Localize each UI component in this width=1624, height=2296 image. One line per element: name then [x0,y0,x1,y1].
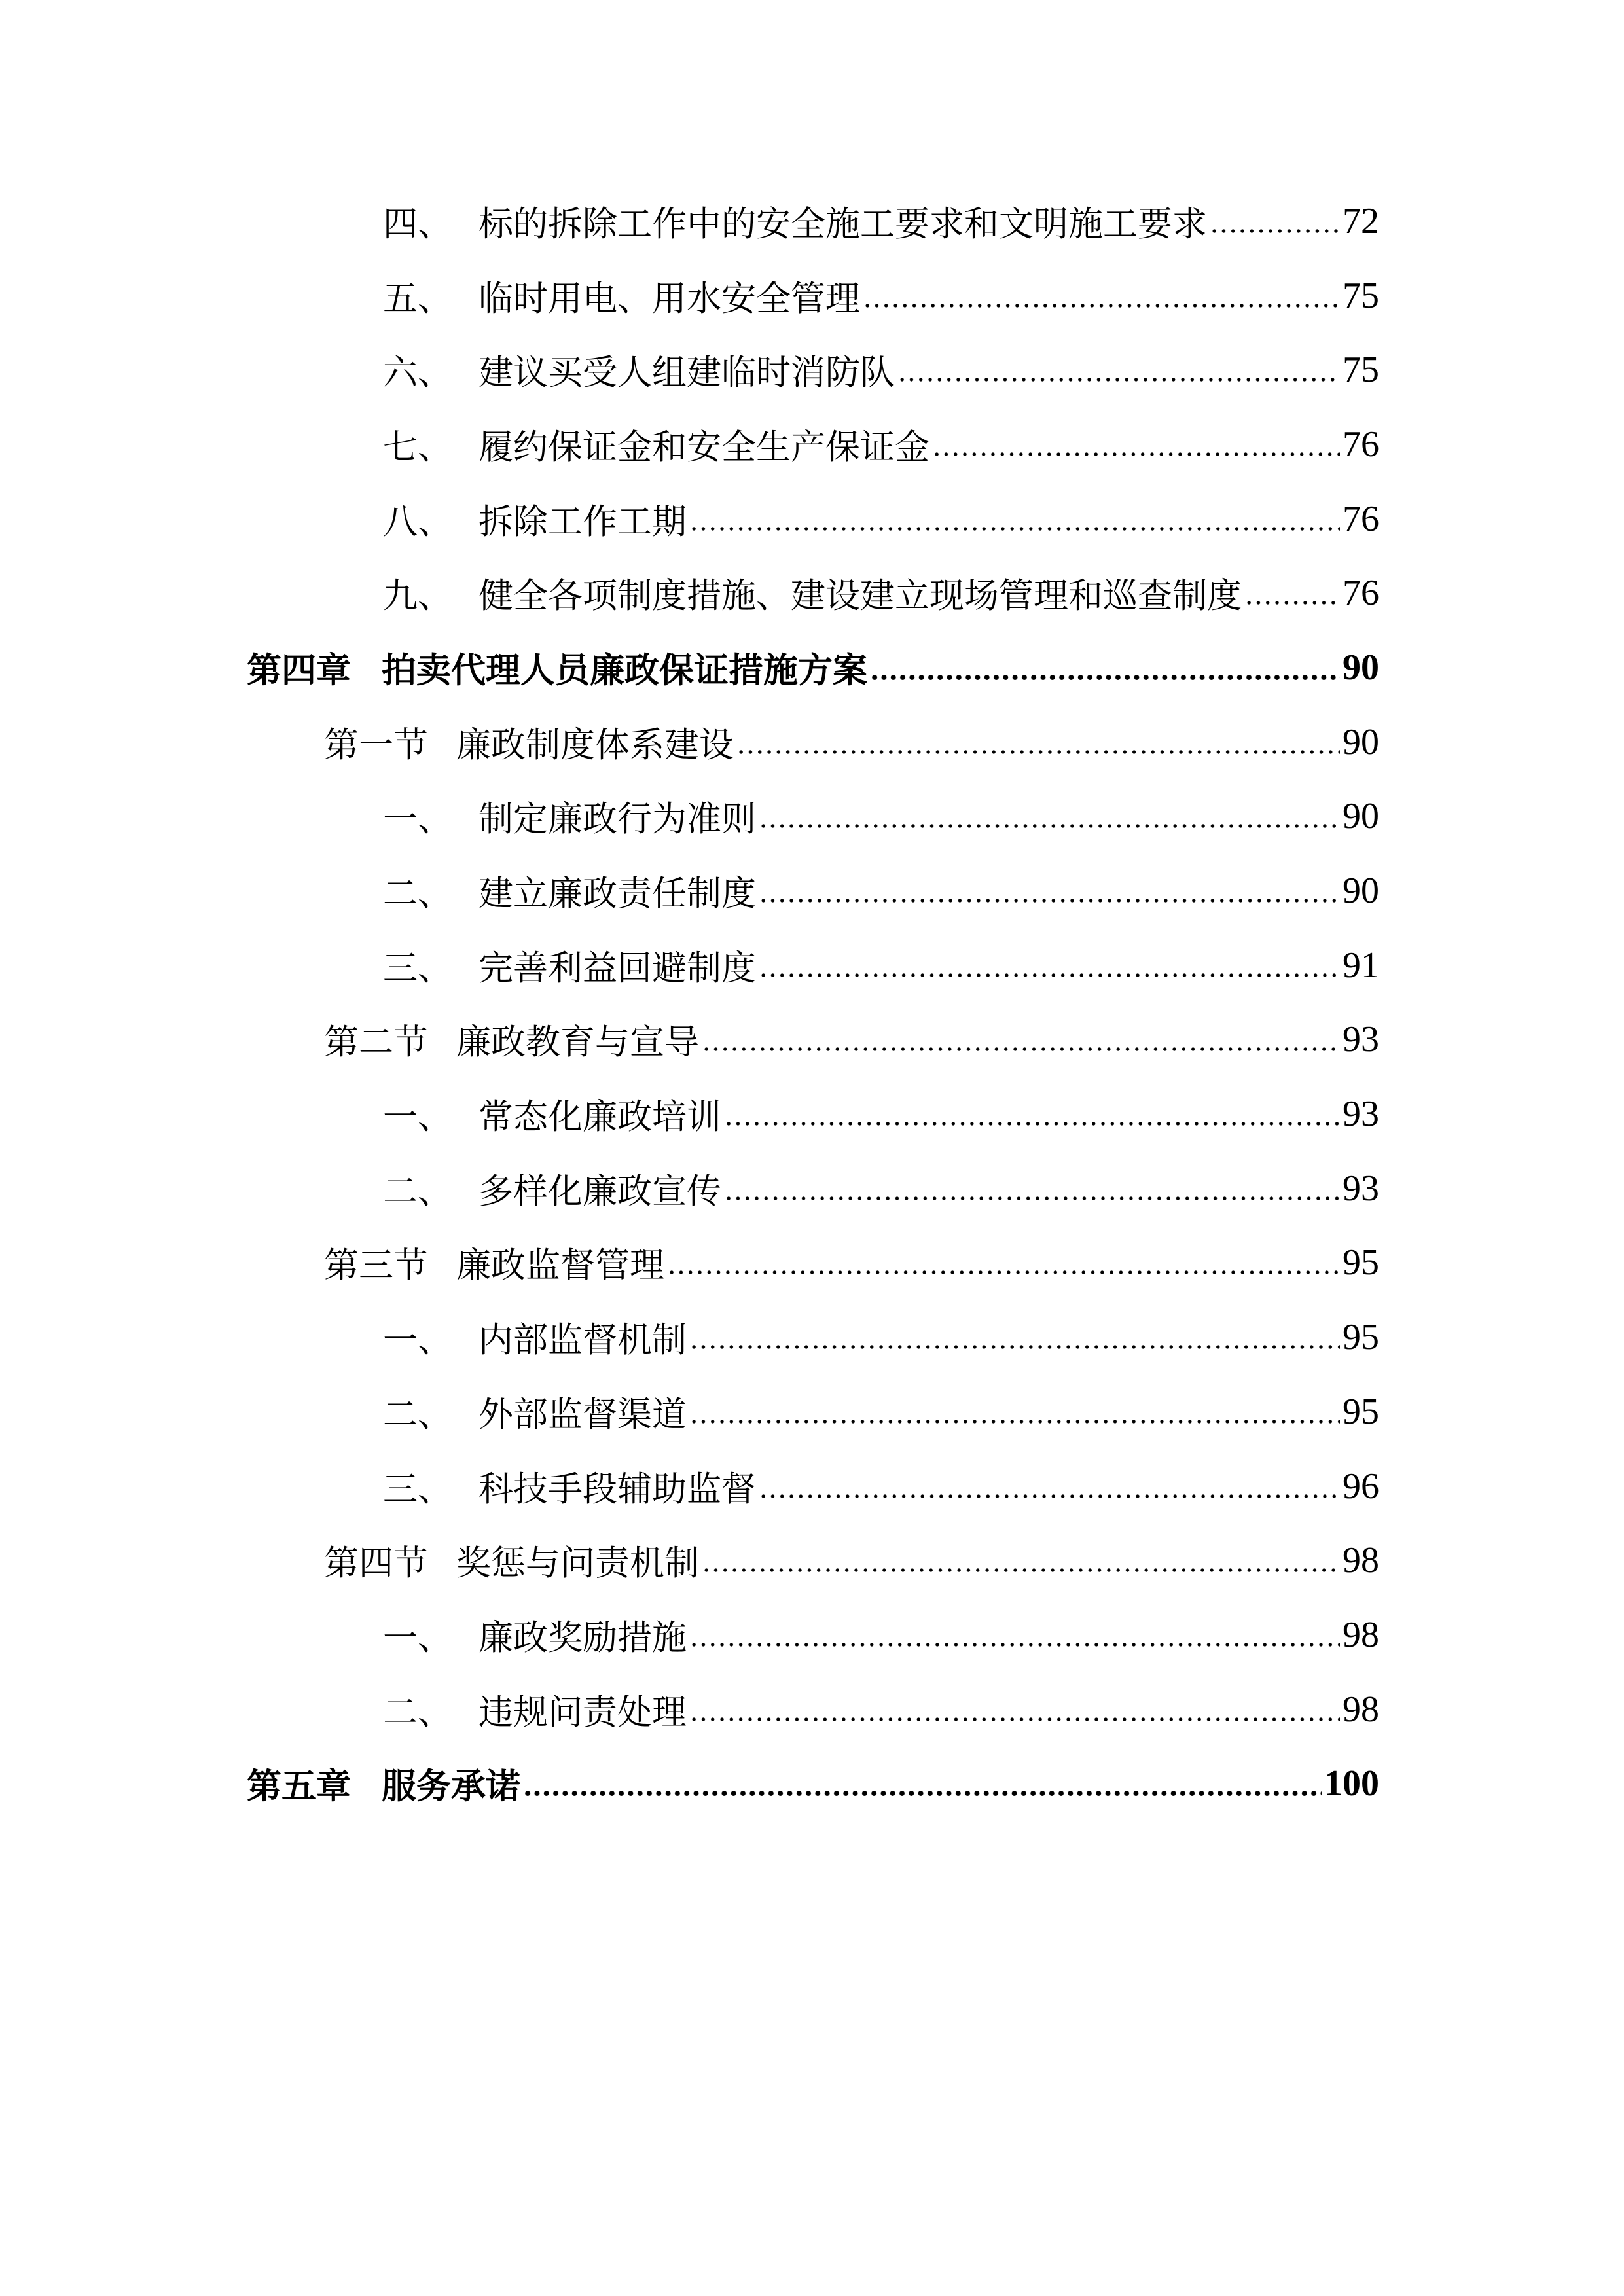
toc-entry-item[interactable] [0,853,1624,928]
entry-title: 履约保证金和安全生产保证金 [478,427,929,467]
entry-title: 廉政教育与宣导 [456,1022,699,1063]
entry-title: 廉政监督管理 [456,1246,664,1286]
dot-leader [702,1542,1340,1579]
entry-title: 拍卖代理人员廉政保证措施方案 [382,649,867,691]
toc-entry-item[interactable] [0,1672,1624,1747]
toc-entry-section[interactable] [0,1003,1624,1077]
entry-number: 第四章 [247,649,351,691]
entry-title: 内部监督机制 [478,1320,687,1361]
entry-number: 八、 [383,501,452,542]
entry-title: 临时用电、用水安全管理 [478,278,860,319]
entry-number: 一、 [383,1617,452,1658]
entry-number: 三、 [383,1469,452,1509]
entry-page-number: 90 [1343,870,1379,912]
entry-page-number: 93 [1343,1094,1379,1135]
entry-page-number: 75 [1343,350,1379,391]
entry-page-number: 91 [1343,944,1379,986]
entry-number: 第五章 [247,1766,351,1807]
toc-entry-item[interactable] [0,1300,1624,1374]
dot-leader [870,649,1340,686]
entry-page-number: 90 [1343,796,1379,837]
toc-entry-section[interactable] [0,1226,1624,1300]
entry-number: 五、 [383,278,452,319]
entry-title: 奖惩与问责机制 [456,1543,699,1584]
entry-number: 第一节 [324,725,428,765]
entry-page-number: 98 [1343,1614,1379,1655]
toc-entry-item[interactable] [0,482,1624,556]
toc-entry-item[interactable] [0,928,1624,1003]
dot-leader [759,947,1340,984]
entry-number: 三、 [383,948,452,988]
dot-leader [689,1393,1340,1430]
entry-page-number: 100 [1324,1763,1379,1804]
dot-leader [932,426,1340,463]
entry-page-number: 72 [1343,200,1379,242]
toc-entry-item[interactable] [0,1374,1624,1449]
entry-number: 一、 [383,799,452,840]
dot-leader [759,872,1340,909]
toc-entry-item[interactable] [0,332,1624,407]
toc-entry-item[interactable] [0,1449,1624,1524]
entry-number: 第二节 [324,1022,428,1063]
entry-number: 第四节 [324,1543,428,1584]
toc-entry-section[interactable] [0,1523,1624,1598]
toc-entry-item[interactable] [0,1077,1624,1151]
dot-leader [689,1691,1340,1728]
entry-page-number: 75 [1343,275,1379,316]
entry-page-number: 98 [1343,1540,1379,1581]
entry-title: 制定廉政行为准则 [478,799,756,840]
entry-number: 七、 [383,427,452,467]
toc-entry-item[interactable] [0,556,1624,630]
entry-title: 廉政制度体系建设 [456,725,734,765]
entry-number: 九、 [383,576,452,617]
entry-number: 二、 [383,1171,452,1211]
entry-number: 第三节 [324,1246,428,1286]
toc-entry-item[interactable] [0,1598,1624,1672]
entry-page-number: 95 [1343,1391,1379,1432]
entry-title: 拆除工作工期 [478,501,687,542]
toc-entry-chapter[interactable] [0,630,1624,705]
dot-leader [1244,575,1340,611]
dot-leader [759,798,1340,834]
entry-number: 一、 [383,1320,452,1361]
entry-page-number: 95 [1343,1242,1379,1283]
dot-leader [897,351,1340,388]
toc-entry-item[interactable] [0,1151,1624,1226]
toc-entry-item[interactable] [0,259,1624,333]
entry-title: 建议买受人组建临时消防队 [478,353,895,393]
dot-leader [689,1319,1340,1355]
toc-entry-chapter[interactable] [0,1746,1624,1821]
dot-leader [724,1170,1340,1207]
entry-title: 违规问责处理 [478,1692,687,1732]
entry-page-number: 76 [1343,423,1379,465]
dot-leader [702,1021,1340,1058]
entry-title: 建立廉政责任制度 [478,874,756,914]
dot-leader [689,501,1340,537]
entry-page-number: 90 [1343,647,1379,688]
entry-page-number: 93 [1343,1019,1379,1060]
entry-title: 服务承诺 [382,1766,520,1807]
entry-number: 六、 [383,353,452,393]
toc-entry-item[interactable] [0,407,1624,482]
dot-leader [689,1617,1340,1653]
dot-leader [724,1096,1340,1132]
entry-number: 二、 [383,874,452,914]
entry-title: 完善利益回避制度 [478,948,756,988]
dot-leader [759,1468,1340,1505]
dot-leader [523,1765,1322,1802]
table-of-contents [0,184,1624,1821]
entry-page-number: 98 [1343,1689,1379,1730]
entry-page-number: 76 [1343,498,1379,539]
entry-page-number: 93 [1343,1168,1379,1209]
toc-entry-section[interactable] [0,705,1624,780]
entry-page-number: 96 [1343,1465,1379,1507]
entry-title: 外部监督渠道 [478,1394,687,1435]
entry-page-number: 90 [1343,721,1379,762]
entry-page-number: 95 [1343,1317,1379,1358]
toc-entry-item[interactable] [0,184,1624,259]
entry-title: 常态化廉政培训 [478,1097,721,1138]
dot-leader [1210,203,1340,240]
dot-leader [667,1244,1340,1281]
entry-title: 科技手段辅助监督 [478,1469,756,1509]
entry-number: 四、 [383,204,452,244]
dot-leader [863,278,1340,314]
entry-title: 廉政奖励措施 [478,1617,687,1658]
entry-title: 多样化廉政宣传 [478,1171,721,1211]
dot-leader [736,724,1340,761]
entry-number: 一、 [383,1097,452,1138]
entry-title: 健全各项制度措施、建设建立现场管理和巡查制度 [478,576,1242,617]
entry-number: 二、 [383,1394,452,1435]
entry-page-number: 76 [1343,573,1379,614]
entry-title: 标的拆除工作中的安全施工要求和文明施工要求 [478,204,1207,244]
entry-number: 二、 [383,1692,452,1732]
toc-entry-item[interactable] [0,780,1624,854]
